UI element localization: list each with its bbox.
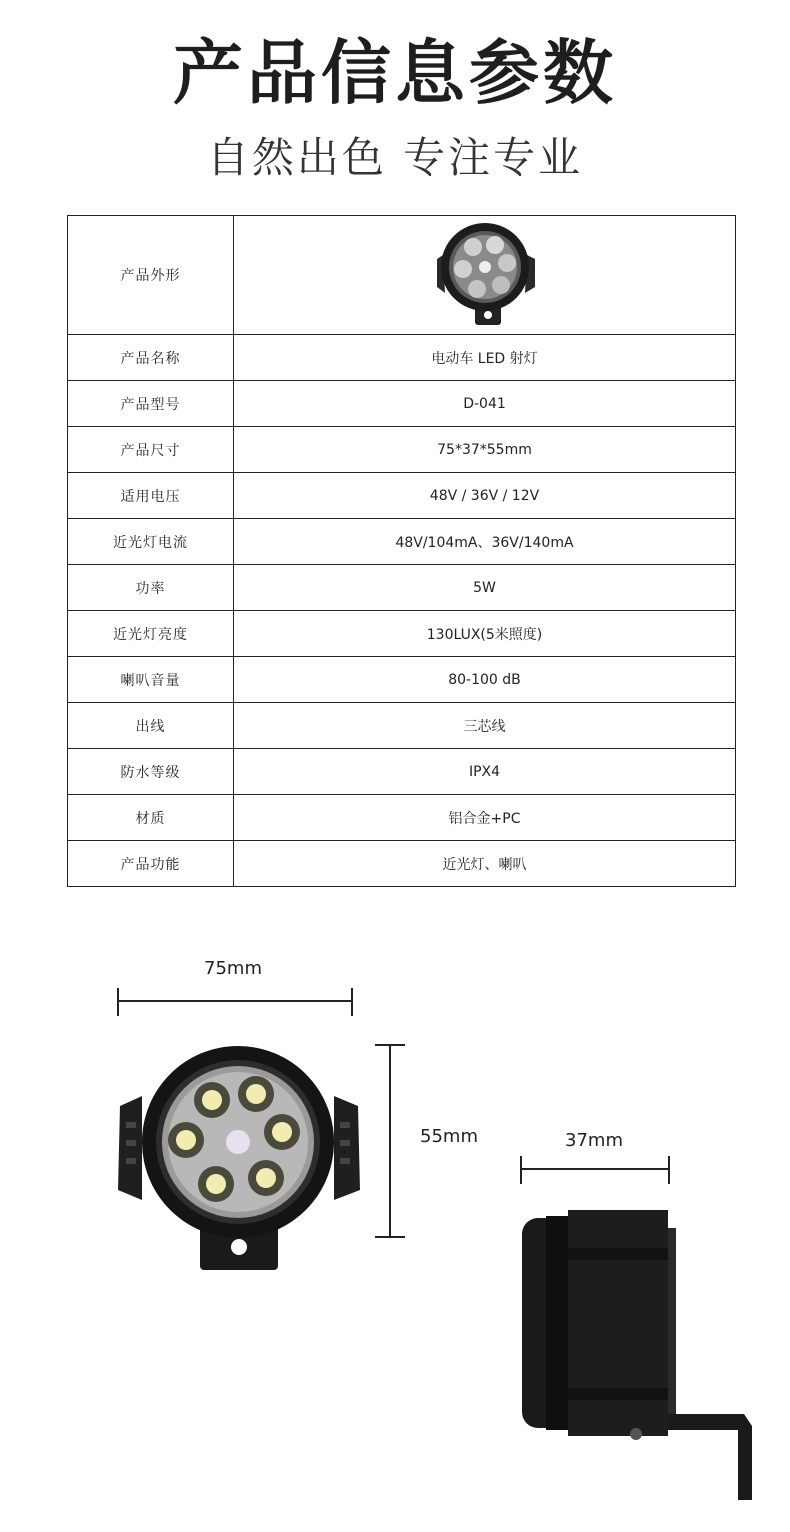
spec-label: 防水等级 — [68, 749, 234, 795]
table-row — [68, 703, 736, 749]
table-row — [68, 749, 736, 795]
spec-label: 功率 — [68, 565, 234, 611]
spec-value: 80-100 dB — [234, 657, 736, 703]
spec-label: 产品型号 — [68, 381, 234, 427]
spec-label: 材质 — [68, 795, 234, 841]
product-front-view-image — [112, 1044, 364, 1274]
table-row — [68, 611, 736, 657]
table-row — [68, 565, 736, 611]
table-row — [68, 216, 736, 335]
spec-value: 电动车 LED 射灯 — [234, 335, 736, 381]
spec-value: 48V/104mA、36V/140mA — [234, 519, 736, 565]
depth-dimension-label: 37mm — [565, 1130, 623, 1151]
spec-value: 三芯线 — [234, 703, 736, 749]
height-dimension-tick — [375, 1236, 405, 1238]
height-dimension-line — [389, 1044, 391, 1237]
table-row — [68, 381, 736, 427]
page-title: 产品信息参数 — [173, 32, 617, 114]
spec-label: 产品名称 — [68, 335, 234, 381]
depth-dimension-tick — [520, 1156, 522, 1184]
table-row — [68, 657, 736, 703]
spec-label: 喇叭音量 — [68, 657, 234, 703]
spec-label: 产品尺寸 — [68, 427, 234, 473]
height-dimension-tick — [375, 1044, 405, 1046]
spec-label: 产品功能 — [68, 841, 234, 887]
spec-value: 5W — [234, 565, 736, 611]
table-row — [68, 841, 736, 887]
spec-label: 产品外形 — [68, 216, 234, 335]
table-row — [68, 519, 736, 565]
spec-value: IPX4 — [234, 749, 736, 795]
product-thumbnail-cell — [234, 216, 736, 335]
spec-value: D-041 — [234, 381, 736, 427]
spec-value: 75*37*55mm — [234, 427, 736, 473]
spec-value: 铝合金+PC — [234, 795, 736, 841]
width-dimension-line — [117, 1000, 353, 1002]
spec-value: 近光灯、喇叭 — [234, 841, 736, 887]
product-thumbnail-image — [425, 217, 545, 329]
table-row — [68, 427, 736, 473]
table-row — [68, 473, 736, 519]
spec-label: 适用电压 — [68, 473, 234, 519]
spec-label: 近光灯电流 — [68, 519, 234, 565]
width-dimension-tick — [351, 988, 353, 1016]
spec-label: 出线 — [68, 703, 234, 749]
product-side-view-image — [516, 1208, 760, 1508]
page-subtitle: 自然出色 专注专业 — [206, 133, 584, 182]
table-row — [68, 795, 736, 841]
spec-value: 48V / 36V / 12V — [234, 473, 736, 519]
spec-value: 130LUX(5米照度) — [234, 611, 736, 657]
depth-dimension-tick — [668, 1156, 670, 1184]
height-dimension-label: 55mm — [420, 1126, 478, 1147]
spec-table — [67, 215, 736, 887]
width-dimension-label: 75mm — [204, 958, 262, 979]
depth-dimension-line — [520, 1168, 670, 1170]
table-row — [68, 335, 736, 381]
width-dimension-tick — [117, 988, 119, 1016]
spec-label: 近光灯亮度 — [68, 611, 234, 657]
